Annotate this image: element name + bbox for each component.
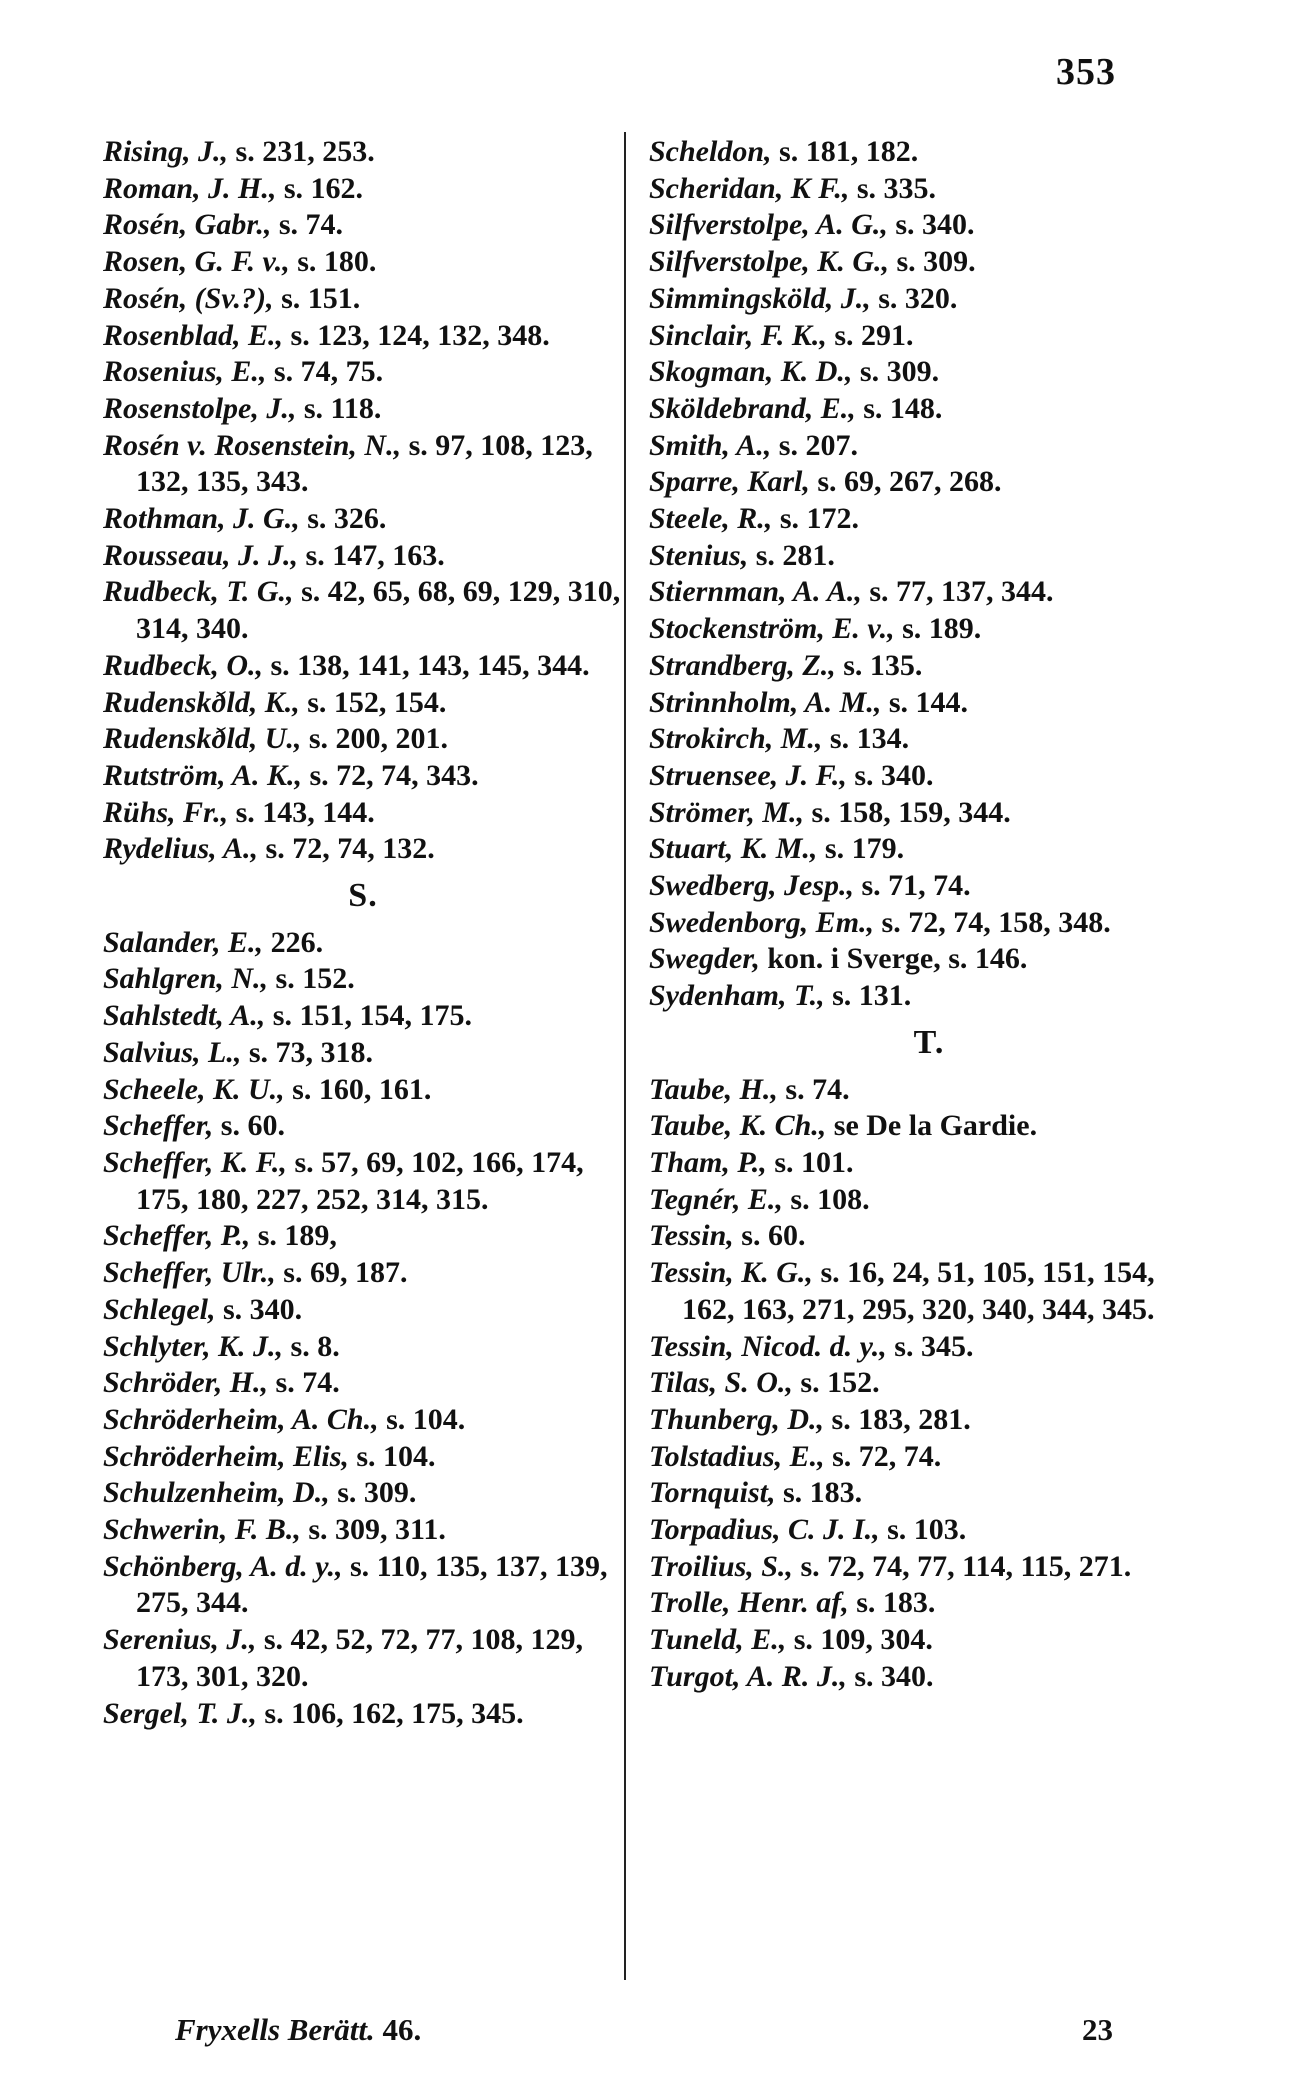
entry-page-refs: s. 104.: [378, 1402, 466, 1436]
index-entry: [649, 978, 1209, 1015]
index-entry: [649, 1512, 1209, 1549]
entry-page-refs: s. 335.: [849, 171, 937, 205]
index-entry: [649, 1072, 1209, 1109]
entry-name: Silfverstolpe, A. G.,: [649, 208, 888, 242]
index-entry: [649, 648, 1209, 685]
index-entry: [649, 831, 1209, 868]
entry-name: Sparre, Karl,: [649, 465, 810, 499]
entry-page-refs: s. 8.: [283, 1329, 340, 1363]
entry-name: Stiernman, A. A.,: [649, 575, 862, 609]
index-entry: [649, 207, 1209, 244]
entry-name: Serenius, J.,: [103, 1623, 257, 1657]
index-entry: [103, 795, 623, 832]
right-entries-s: [649, 134, 1209, 1015]
entry-page-refs: s. 108.: [782, 1182, 870, 1216]
entry-page-refs: s. 183.: [848, 1586, 936, 1620]
index-entry: [103, 171, 623, 208]
index-entry: [103, 1512, 623, 1549]
entry-name: Scheridan, K F.,: [649, 171, 850, 205]
entry-page-refs: s. 72, 74, 77, 114, 115, 271.: [792, 1549, 1132, 1583]
index-entry: [649, 941, 1209, 978]
index-entry: [103, 1329, 623, 1366]
entry-name: Trolle, Henr. af,: [649, 1586, 849, 1620]
entry-name: Scheffer, Ulr.,: [103, 1256, 276, 1290]
entry-name: Tessin, Nicod. d. y.,: [649, 1329, 887, 1363]
entry-name: Rosenius, E.,: [103, 355, 267, 389]
entry-page-refs: kon. i Sverge, s. 146.: [759, 942, 1028, 976]
entry-page-refs: s. 42, 52, 72, 77, 108, 129, 173, 301, 320.: [136, 1623, 584, 1693]
entry-page-refs: s. 147, 163.: [298, 538, 445, 572]
entry-name: Simmingsköld, J.,: [649, 281, 871, 315]
index-entry: [649, 795, 1209, 832]
entry-name: Sahlgren, N.,: [103, 962, 269, 996]
index-entry: [649, 281, 1209, 318]
index-entry: [103, 428, 623, 501]
entry-page-refs: s. 74, 75.: [266, 355, 384, 389]
index-entry: [649, 574, 1209, 611]
entry-page-refs: s. 72, 74, 158, 348.: [874, 905, 1111, 939]
index-entry: [649, 1255, 1209, 1328]
entry-name: Rudenskðld, U.,: [103, 722, 302, 756]
entry-name: Silfverstolpe, K. G.,: [649, 245, 889, 279]
entry-page-refs: s. 160, 161.: [284, 1072, 432, 1106]
entry-page-refs: s. 151, 154, 175.: [265, 999, 472, 1033]
footer-title: Fryxells Berätt.: [175, 2012, 375, 2047]
entry-page-refs: s. 72, 74.: [824, 1439, 942, 1473]
entry-name: Scheffer, K. F.,: [103, 1145, 287, 1179]
entry-page-refs: s. 72, 74, 343.: [301, 758, 479, 792]
entry-name: Schulzenheim, D.,: [103, 1476, 330, 1510]
entry-page-refs: s. 131.: [824, 979, 912, 1013]
entry-page-refs: s. 73, 318.: [241, 1035, 374, 1069]
entry-name: Schwerin, F. B.,: [103, 1513, 301, 1547]
index-entry: [103, 998, 623, 1035]
entry-name: Scheldon,: [649, 135, 772, 168]
index-entry: [103, 1218, 623, 1255]
entry-page-refs: s. 152.: [268, 962, 355, 996]
entry-page-refs: s. 231, 253.: [228, 135, 375, 168]
entry-page-refs: s. 181, 182.: [771, 135, 919, 168]
entry-name: Swedberg, Jesp.,: [649, 869, 854, 903]
entry-page-refs: s. 162.: [276, 171, 364, 205]
entry-name: Schlyter, K. J.,: [103, 1329, 284, 1363]
index-entry: [649, 464, 1209, 501]
entry-page-refs: s. 110, 135, 137, 139, 275, 344.: [136, 1549, 608, 1620]
entry-page-refs: s. 320.: [870, 281, 958, 315]
entry-page-refs: s. 97, 108, 123, 132, 135, 343.: [136, 428, 593, 499]
entry-name: Strokirch, M.,: [649, 722, 823, 756]
index-entry: [103, 1402, 623, 1439]
column-divider: [624, 132, 626, 1980]
entry-name: Schröderheim, A. Ch.,: [103, 1402, 379, 1436]
index-entry: [103, 207, 623, 244]
entry-page-refs: s. 189.: [894, 612, 982, 646]
entry-name: Rousseau, J. J.,: [103, 538, 299, 572]
index-entry: [103, 244, 623, 281]
index-entry: [103, 1292, 623, 1329]
entry-name: Rosén, (Sv.?),: [103, 281, 274, 315]
page-number: 353: [1056, 51, 1116, 93]
entry-page-refs: s. 309, 311.: [300, 1513, 446, 1547]
index-entry: [103, 1549, 623, 1622]
entry-name: Sinclair, F. K.,: [649, 318, 827, 352]
entry-page-refs: s. 340.: [846, 758, 934, 792]
entry-page-refs: s. 69, 187.: [275, 1256, 408, 1290]
index-entry: [103, 318, 623, 355]
signature-mark: 23: [1082, 2012, 1113, 2047]
entry-page-refs: s. 104.: [348, 1439, 436, 1473]
entry-name: Troilius, S.,: [649, 1549, 793, 1583]
index-entry: [103, 1622, 623, 1695]
index-entry: [649, 134, 1209, 171]
entry-name: Taube, K. Ch.,: [649, 1109, 827, 1143]
index-entry: [103, 1696, 623, 1733]
entry-name: Strömer, M.,: [649, 795, 805, 829]
entry-name: Torpadius, C. J. I.,: [649, 1513, 880, 1547]
index-entry: [649, 868, 1209, 905]
entry-name: Schröderheim, Elis,: [103, 1439, 349, 1473]
entry-name: Struensee, J. F.,: [649, 758, 847, 792]
index-entry: [649, 1365, 1209, 1402]
index-entry: [103, 1035, 623, 1072]
entry-page-refs: s. 158, 159, 344.: [804, 795, 1011, 829]
entry-page-refs: s. 74.: [271, 208, 344, 242]
entry-name: Tolstadius, E.,: [649, 1439, 825, 1473]
index-entry: [649, 1108, 1209, 1145]
entry-page-refs: s. 340.: [887, 208, 975, 242]
index-entry: [649, 1182, 1209, 1219]
entry-name: Schröder, H.,: [103, 1366, 269, 1400]
entry-name: Tessin,: [649, 1219, 734, 1253]
entry-page-refs: s. 340.: [846, 1659, 934, 1693]
entry-page-refs: s. 118.: [296, 391, 382, 425]
entry-name: Rosen, G. F. v.,: [103, 245, 290, 279]
entry-page-refs: s. 180.: [289, 245, 377, 279]
index-entry: [103, 961, 623, 998]
index-entry: [103, 1365, 623, 1402]
entry-page-refs: s. 60.: [213, 1109, 285, 1143]
index-entry: [649, 611, 1209, 648]
entry-page-refs: s. 152.: [792, 1366, 880, 1400]
index-entry: [103, 831, 623, 868]
index-entry: [649, 1475, 1209, 1512]
entry-page-refs: s. 138, 141, 143, 145, 344.: [263, 648, 590, 682]
entry-name: Tegnér, E.,: [649, 1182, 783, 1216]
entry-name: Strandberg, Z.,: [649, 648, 836, 682]
entry-page-refs: s. 106, 162, 175, 345.: [256, 1696, 524, 1730]
entry-name: Tilas, S. O.,: [649, 1366, 793, 1400]
entry-name: Thunberg, D.,: [649, 1402, 825, 1436]
entry-name: Sergel, T. J.,: [103, 1696, 257, 1730]
entry-name: Strinnholm, A. M.,: [649, 685, 882, 719]
entry-page-refs: s. 172.: [772, 502, 859, 536]
entry-name: Tham, P.,: [649, 1145, 767, 1179]
index-entry: [649, 721, 1209, 758]
entry-page-refs: s. 309.: [852, 355, 940, 389]
index-entry: [103, 574, 623, 647]
index-entry: [103, 354, 623, 391]
entry-name: Sydenham, T.,: [649, 979, 825, 1013]
entry-name: Turgot, A. R. J.,: [649, 1659, 847, 1693]
entry-name: Schönberg, A. d. y.,: [103, 1549, 343, 1583]
entry-page-refs: s. 183.: [775, 1476, 863, 1510]
entry-page-refs: s. 71, 74.: [854, 869, 971, 903]
right-entries-t: [649, 1072, 1209, 1696]
entry-page-refs: s. 326.: [299, 502, 387, 536]
index-entry: [103, 1108, 623, 1145]
entry-name: Swegder,: [649, 942, 760, 976]
index-entry: [103, 1255, 623, 1292]
index-entry: [103, 758, 623, 795]
entry-name: Smith, A.,: [649, 428, 772, 462]
entry-name: Rosenblad, E.,: [103, 318, 284, 352]
entry-page-refs: s. 148.: [855, 391, 943, 425]
entry-name: Skogman, K. D.,: [649, 355, 853, 389]
entry-name: Steele, R.,: [649, 502, 773, 536]
entry-page-refs: s. 103.: [879, 1513, 967, 1547]
entry-page-refs: s. 183, 281.: [824, 1402, 971, 1436]
entry-page-refs: s. 123, 124, 132, 348.: [283, 318, 550, 352]
entry-name: Taube, H.,: [649, 1072, 778, 1106]
entry-page-refs: s. 42, 65, 68, 69, 129, 310, 314, 340.: [136, 575, 621, 646]
entry-name: Salander, E.,: [103, 925, 264, 959]
index-entry: [649, 391, 1209, 428]
entry-page-refs: s. 291.: [826, 318, 914, 352]
index-entry: [649, 905, 1209, 942]
section-heading-t: T.: [913, 1023, 945, 1061]
entry-page-refs: s. 135.: [835, 648, 923, 682]
index-entry: [103, 281, 623, 318]
index-entry: [649, 1329, 1209, 1366]
index-entry: [649, 428, 1209, 465]
entry-page-refs: s. 309.: [889, 245, 976, 279]
index-entry: [103, 1072, 623, 1109]
entry-page-refs: s. 77, 137, 344.: [861, 575, 1054, 609]
index-column-left: [103, 134, 623, 1732]
index-entry: [649, 1402, 1209, 1439]
entry-name: Rudbeck, T. G.,: [103, 575, 294, 609]
entry-name: Sköldebrand, E.,: [649, 391, 856, 425]
index-entry: [103, 1145, 623, 1218]
entry-page-refs: s. 309.: [329, 1476, 417, 1510]
entry-page-refs: s. 16, 24, 51, 105, 151, 154, 162, 163, 271, 295, 320, 340, 344, 345.: [682, 1256, 1155, 1326]
index-entry: [103, 134, 623, 171]
index-entry: [649, 1439, 1209, 1476]
entry-page-refs: s. 281.: [748, 538, 835, 572]
footer-volume: 46.: [374, 2012, 422, 2047]
index-entry: [103, 538, 623, 575]
entry-name: Rutström, A. K.,: [103, 758, 302, 792]
entry-page-refs: 226.: [263, 925, 324, 959]
entry-page-refs: s. 57, 69, 102, 166, 174, 175, 180, 227, 252, 314, 315.: [136, 1145, 584, 1216]
entry-name: Rudenskðld, K.,: [103, 685, 300, 719]
entry-page-refs: s. 101.: [766, 1145, 854, 1179]
index-entry: [649, 1659, 1209, 1696]
entry-name: Stockenström, E. v.,: [649, 612, 895, 646]
index-entry: [649, 1145, 1209, 1182]
index-column-right: [649, 134, 1209, 1696]
entry-page-refs: s. 151.: [273, 281, 361, 315]
entry-name: Tornquist,: [649, 1476, 776, 1510]
entry-page-refs: s. 340.: [215, 1292, 303, 1326]
left-entries-s: [103, 925, 623, 1732]
index-entry: [649, 354, 1209, 391]
index-entry: [649, 758, 1209, 795]
index-entry: [103, 501, 623, 538]
entry-page-refs: s. 69, 267, 268.: [809, 465, 1002, 499]
index-entry: [649, 538, 1209, 575]
entry-name: Rothman, J. G.,: [103, 502, 300, 536]
entry-page-refs: s. 74.: [268, 1366, 340, 1400]
entry-name: Rosén, Gabr.,: [103, 208, 272, 242]
entry-page-refs: s. 179.: [817, 832, 905, 866]
index-entry: [103, 721, 623, 758]
index-entry: [649, 1585, 1209, 1622]
entry-name: Stuart, K. M.,: [649, 832, 818, 866]
entry-name: Salvius, L.,: [103, 1035, 242, 1069]
index-entry: [103, 1475, 623, 1512]
entry-name: Schlegel,: [103, 1292, 216, 1326]
entry-page-refs: s. 200, 201.: [301, 722, 449, 756]
index-entry: [103, 391, 623, 428]
entry-page-refs: s. 144.: [881, 685, 969, 719]
entry-page-refs: s. 143, 144.: [228, 795, 375, 829]
entry-name: Scheffer,: [103, 1109, 214, 1143]
footer-signature-line: [175, 2012, 421, 2048]
entry-name: Scheele, K. U.,: [103, 1072, 285, 1106]
entry-name: Rosenstolpe, J.,: [103, 391, 297, 425]
entry-page-refs: s. 74.: [777, 1072, 850, 1106]
entry-name: Roman, J. H.,: [103, 171, 277, 205]
index-entry: [649, 1218, 1209, 1255]
index-entry: [649, 244, 1209, 281]
entry-name: Rydelius, A.,: [103, 832, 259, 866]
index-entry: [649, 1622, 1209, 1659]
entry-page-refs: se De la Gardie.: [826, 1109, 1038, 1143]
entry-page-refs: s. 60.: [733, 1219, 806, 1253]
entry-page-refs: s. 152, 154.: [299, 685, 447, 719]
entry-page-refs: s. 134.: [822, 722, 910, 756]
index-entry: [649, 171, 1209, 208]
entry-page-refs: s. 345.: [886, 1329, 974, 1363]
index-entry: [649, 318, 1209, 355]
entry-name: Stenius,: [649, 538, 749, 572]
entry-name: Scheffer, P.,: [103, 1219, 251, 1253]
entry-page-refs: s. 207.: [771, 428, 858, 462]
entry-name: Tuneld, E.,: [649, 1623, 787, 1657]
index-entry: [103, 648, 623, 685]
entry-page-refs: s. 72, 74, 132.: [258, 832, 435, 866]
entry-name: Rühs, Fr.,: [103, 795, 229, 829]
index-entry: [649, 1549, 1209, 1586]
entry-page-refs: s. 189,: [250, 1219, 337, 1253]
section-heading-s: S.: [348, 877, 378, 915]
entry-name: Rudbeck, O.,: [103, 648, 263, 682]
left-entries-r: [103, 134, 623, 868]
entry-name: Swedenborg, Em.,: [649, 905, 875, 939]
index-entry: [649, 685, 1209, 722]
index-entry: [103, 925, 623, 962]
entry-name: Tessin, K. G.,: [649, 1256, 813, 1290]
entry-page-refs: s. 109, 304.: [786, 1623, 933, 1657]
index-entry: [649, 501, 1209, 538]
index-entry: [103, 1439, 623, 1476]
entry-name: Rising, J.,: [103, 135, 229, 168]
index-entry: [103, 685, 623, 722]
entry-name: Rosén v. Rosenstein, N.,: [103, 428, 402, 462]
entry-name: Sahlstedt, A.,: [103, 999, 266, 1033]
